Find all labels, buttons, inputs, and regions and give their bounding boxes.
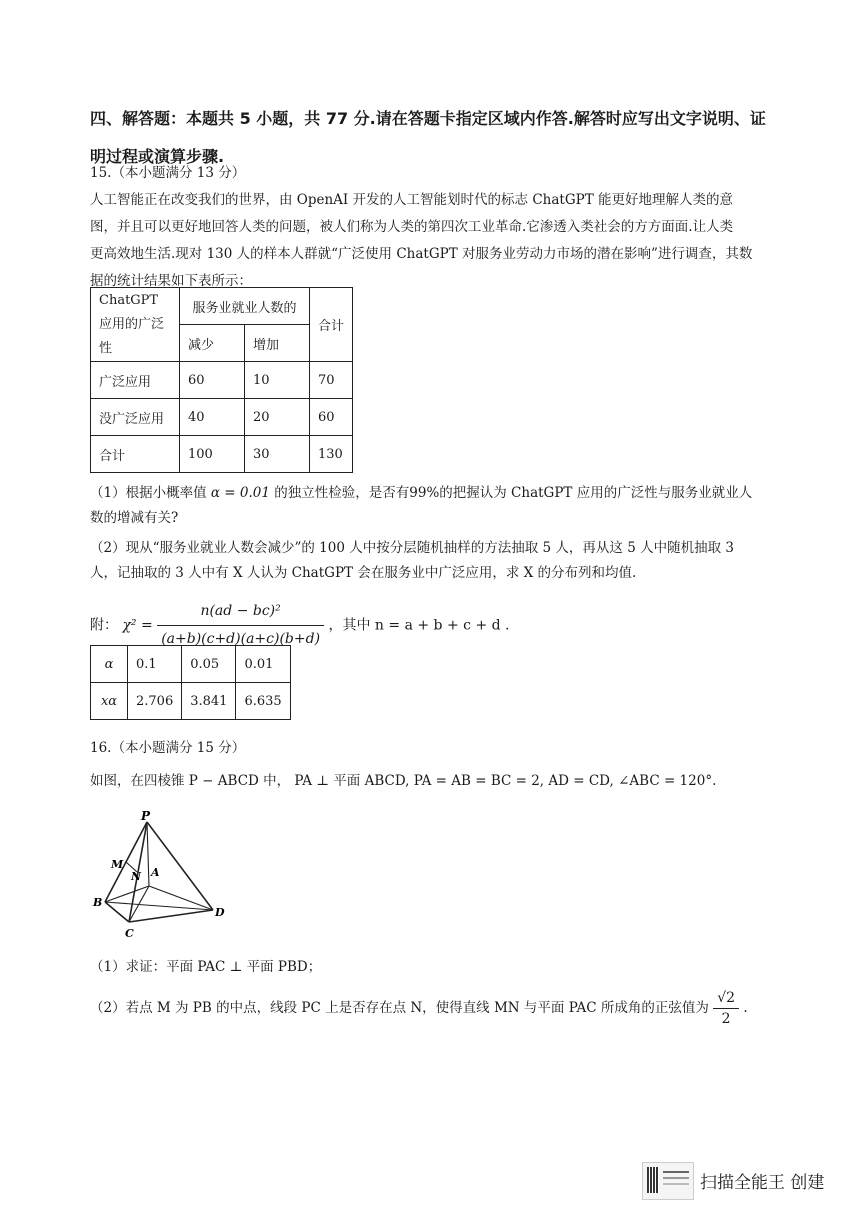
- q15-part2-line2: 人，记抽取的 3 人中有 X 人认为 ChatGPT 会在服务业中广泛应用，求 X 的分布列和均值.: [90, 565, 637, 581]
- label-C: C: [125, 927, 134, 940]
- x-alpha-header: xα: [91, 683, 128, 720]
- table-cell: 60: [180, 362, 245, 399]
- alpha-header: α: [91, 646, 128, 683]
- table-total-header: 合计: [310, 288, 353, 362]
- table-subheader-decrease: 减少: [180, 325, 245, 362]
- q16-stem: 如图，在四棱锥 P − ABCD 中， PA ⊥ 平面 ABCD, PA = AB = BC = 2, AD = CD, ∠ABC = 120°.: [90, 773, 717, 789]
- q15-line-2: 图，并且可以更好地回答人类的问题，被人们称为人类的第四次工业革命.它渗透入类社会的方方面面.让人类: [90, 219, 734, 235]
- table-row-label: 合计: [91, 436, 180, 473]
- table-subheader-increase: 增加: [245, 325, 310, 362]
- q16-part2: [90, 988, 810, 1029]
- qr-code-icon: [647, 1167, 659, 1193]
- alpha-cell: 0.1: [128, 646, 182, 683]
- pyramid-figure: [85, 810, 235, 945]
- table-row: [91, 436, 353, 473]
- q15-line-3: 更高效地生活.现对 130 人的样本人群就“广泛使用 ChatGPT 对服务业劳动力市场的潜在影响”进行调查，其数: [90, 246, 753, 262]
- q15-header: 15.（本小题满分 13 分）: [90, 165, 246, 181]
- label-D: D: [215, 906, 225, 919]
- alpha-cell: 0.05: [182, 646, 236, 683]
- alpha-cell: 0.01: [236, 646, 290, 683]
- part1-text-b: 的独立性检验，是否有99%的把握认为 ChatGPT 应用的广泛性与服务业就业人: [274, 485, 753, 501]
- sine-fraction: [713, 988, 739, 1029]
- x-alpha-cell: 3.841: [182, 683, 236, 720]
- logo-text-graphic: [663, 1171, 689, 1173]
- q15-line-4: 据的统计结果如下表所示：: [90, 273, 252, 289]
- label-P: P: [141, 810, 151, 823]
- label-M: M: [111, 858, 124, 871]
- q15-line-1: 人工智能正在改变我们的世界，由 OpenAI 开发的人工智能划时代的标志 ChatGPT 能更好地理解人类的意: [90, 192, 734, 208]
- q16-header: 16.（本小题满分 15 分）: [90, 740, 246, 756]
- appendix-label: 附：: [90, 617, 118, 634]
- x-alpha-cell: 6.635: [236, 683, 290, 720]
- table-row: [91, 362, 353, 399]
- diag-BD: [105, 902, 213, 910]
- sine-numerator: √2: [713, 988, 739, 1009]
- chi-lhs: χ² =: [122, 617, 153, 634]
- q16-part2-end: .: [743, 1000, 748, 1016]
- q15-part1-line2: 数的增减有关?: [90, 510, 179, 526]
- scanner-logo: [642, 1162, 694, 1200]
- q15-part2-line1: （2）现从“服务业就业人数会减少”的 100 人中按分层随机抽样的方法抽取 5 人，再从这 5 人中随机抽取 3: [90, 540, 734, 556]
- table-row: [91, 399, 353, 436]
- chi-where: ，其中 n = a + b + c + d .: [328, 617, 510, 634]
- chi-denominator: (a+b)(c+d)(a+c)(b+d): [161, 631, 321, 647]
- chi-numerator: n(ad − bc)²: [157, 598, 324, 626]
- section-title: 四、解答题：本题共 5 小题，共 77 分.请在答题卡指定区域内作答.解答时应写出文字说明、证明过程或演算步骤.: [90, 109, 766, 166]
- edge-CD: [129, 910, 213, 922]
- table-cell: 40: [180, 399, 245, 436]
- table-corner-cell: ChatGPT 应用的广泛性: [91, 288, 180, 362]
- alpha-value: α = 0.01: [210, 485, 270, 501]
- label-A: A: [151, 866, 160, 879]
- edge-BC: [105, 902, 129, 922]
- table-cell: 10: [245, 362, 310, 399]
- table-cell: 70: [310, 362, 353, 399]
- table-cell: 30: [245, 436, 310, 473]
- table-row-label: 广泛应用: [91, 362, 180, 399]
- critical-value-table: [90, 645, 291, 720]
- table-row-label: 没广泛应用: [91, 399, 180, 436]
- q16-part2-text: （2）若点 M 为 PB 的中点，线段 PC 上是否存在点 N，使得直线 MN 与平面 PAC 所成角的正弦值为: [90, 1000, 709, 1016]
- q15-part1-line1: [90, 480, 780, 507]
- table-cell: 20: [245, 399, 310, 436]
- edge-PA: [147, 822, 149, 886]
- part1-text-a: （1）根据小概率值: [90, 485, 207, 501]
- sine-denominator: 2: [721, 1011, 731, 1027]
- table-cell: 60: [310, 399, 353, 436]
- q16-part1: （1）求证：平面 PAC ⊥ 平面 PBD；: [90, 959, 322, 975]
- table-cell: 100: [180, 436, 245, 473]
- label-B: B: [93, 896, 103, 909]
- x-alpha-cell: 2.706: [128, 683, 182, 720]
- table-cell: 130: [310, 436, 353, 473]
- table-group-header: 服务业就业人数的: [180, 288, 310, 325]
- label-N: N: [131, 870, 142, 883]
- contingency-table: [90, 287, 353, 473]
- footer-watermark: 扫描全能王 创建: [700, 1173, 825, 1193]
